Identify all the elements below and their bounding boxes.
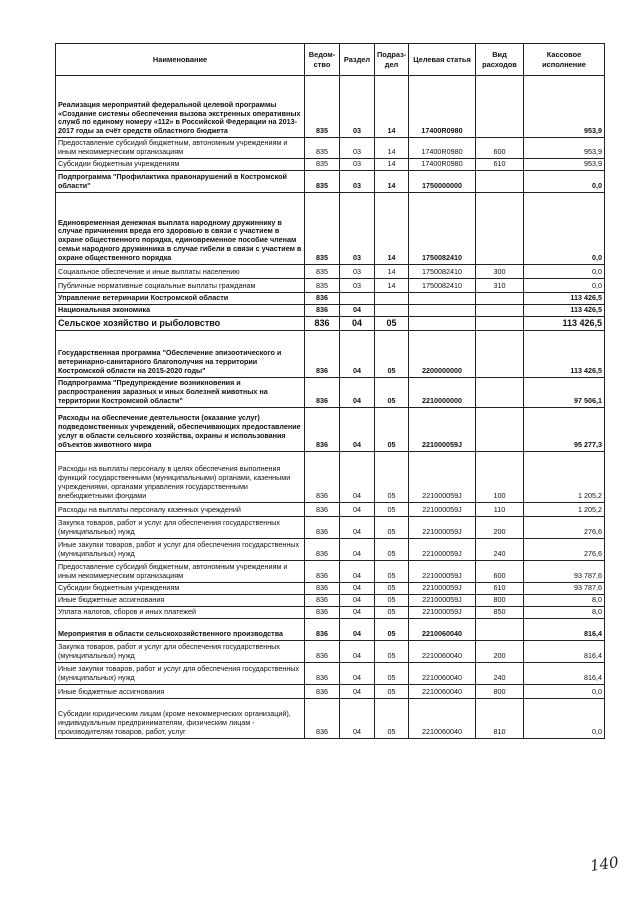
cell-dept: 836 (305, 606, 340, 618)
cell-dept: 836 (305, 502, 340, 516)
table-row (56, 451, 605, 502)
header-subsection: Подраз-дел (375, 44, 409, 76)
table-row (56, 170, 605, 192)
cell-target: 17400R0980 (409, 76, 476, 138)
cell-section: 03 (340, 76, 375, 138)
cell-cash: 93 787,6 (524, 560, 605, 582)
cell-dept: 836 (305, 538, 340, 560)
cell-cash: 0,0 (524, 278, 605, 292)
cell-section: 03 (340, 170, 375, 192)
cell-section: 04 (340, 316, 375, 330)
cell-expense-type (476, 330, 524, 377)
cell-subsection: 05 (375, 698, 409, 738)
cell-dept: 836 (305, 377, 340, 407)
cell-name: Иные закупки товаров, работ и услуг для обеспечения государственных (муниципальных) нужд (56, 538, 305, 560)
cell-cash: 0,0 (524, 192, 605, 264)
cell-expense-type: 600 (476, 138, 524, 159)
cell-subsection: 05 (375, 582, 409, 594)
budget-execution-table (55, 43, 605, 739)
cell-cash: 113 426,5 (524, 304, 605, 316)
cell-subsection: 05 (375, 538, 409, 560)
table-row (56, 138, 605, 159)
cell-target: 221000059J (409, 560, 476, 582)
cell-cash: 1 205,2 (524, 502, 605, 516)
cell-subsection: 05 (375, 618, 409, 640)
cell-subsection: 14 (375, 170, 409, 192)
cell-dept: 836 (305, 618, 340, 640)
cell-name: Субсидии бюджетным учреждениям (56, 582, 305, 594)
cell-section: 04 (340, 538, 375, 560)
cell-target: 2210060040 (409, 618, 476, 640)
cell-name: Расходы на обеспечение деятельности (оказание услуг) подведомственных учреждений, обеспечивающих предоставление услуг в области сельского хозяйства, охраны и использования объектов животного мира (56, 407, 305, 451)
cell-subsection: 14 (375, 278, 409, 292)
cell-dept: 835 (305, 158, 340, 170)
cell-target: 1750082410 (409, 278, 476, 292)
table-row (56, 662, 605, 684)
cell-expense-type: 610 (476, 582, 524, 594)
cell-subsection: 05 (375, 684, 409, 698)
cell-name: Публичные нормативные социальные выплаты гражданам (56, 278, 305, 292)
table-row (56, 502, 605, 516)
cell-target: 1750082410 (409, 192, 476, 264)
cell-name: Предоставление субсидий бюджетным, автономным учреждениям и иным некоммерческим организациям (56, 560, 305, 582)
cell-section: 04 (340, 684, 375, 698)
cell-dept: 836 (305, 304, 340, 316)
cell-subsection: 14 (375, 192, 409, 264)
cell-target (409, 292, 476, 304)
cell-expense-type (476, 618, 524, 640)
cell-cash: 953,9 (524, 138, 605, 159)
cell-cash: 0,0 (524, 698, 605, 738)
cell-dept: 836 (305, 316, 340, 330)
cell-name: Национальная экономика (56, 304, 305, 316)
cell-target: 17400R0980 (409, 138, 476, 159)
cell-name: Закупка товаров, работ и услуг для обеспечения государственных (муниципальных) нужд (56, 640, 305, 662)
cell-expense-type (476, 292, 524, 304)
table-row (56, 594, 605, 606)
cell-name: Уплата налогов, сборов и иных платежей (56, 606, 305, 618)
table-row (56, 618, 605, 640)
cell-cash: 816,4 (524, 618, 605, 640)
cell-cash: 816,4 (524, 640, 605, 662)
table-row (56, 330, 605, 377)
cell-target: 1750000000 (409, 170, 476, 192)
cell-cash: 276,6 (524, 516, 605, 538)
table-row (56, 516, 605, 538)
cell-dept: 836 (305, 451, 340, 502)
cell-target: 221000059J (409, 451, 476, 502)
cell-subsection: 05 (375, 502, 409, 516)
table-row (56, 304, 605, 316)
cell-dept: 835 (305, 76, 340, 138)
cell-dept: 835 (305, 264, 340, 278)
cell-section: 04 (340, 618, 375, 640)
cell-subsection: 14 (375, 138, 409, 159)
cell-dept: 836 (305, 698, 340, 738)
table-row (56, 158, 605, 170)
cell-section: 04 (340, 304, 375, 316)
cell-subsection: 14 (375, 158, 409, 170)
cell-target: 221000059J (409, 606, 476, 618)
cell-section: 04 (340, 698, 375, 738)
cell-subsection: 14 (375, 76, 409, 138)
table-row (56, 698, 605, 738)
cell-cash: 953,9 (524, 76, 605, 138)
cell-name: Социальное обеспечение и иные выплаты населению (56, 264, 305, 278)
table-row (56, 684, 605, 698)
cell-expense-type: 800 (476, 594, 524, 606)
cell-section (340, 292, 375, 304)
cell-dept: 836 (305, 560, 340, 582)
cell-expense-type: 810 (476, 698, 524, 738)
cell-expense-type (476, 377, 524, 407)
table-row (56, 377, 605, 407)
cell-section: 04 (340, 606, 375, 618)
cell-expense-type (476, 407, 524, 451)
table-row (56, 560, 605, 582)
table-row (56, 640, 605, 662)
cell-subsection (375, 292, 409, 304)
cell-name: Подпрограмма "Предупреждение возникновения и распространения заразных и иных болезней животных на территории Костромской области" (56, 377, 305, 407)
cell-section: 04 (340, 594, 375, 606)
cell-target: 1750082410 (409, 264, 476, 278)
cell-name: Субсидии бюджетным учреждениям (56, 158, 305, 170)
cell-expense-type (476, 76, 524, 138)
cell-name: Иные бюджетные ассигнования (56, 684, 305, 698)
cell-target: 2210060040 (409, 698, 476, 738)
header-cash: Кассовое исполнение (524, 44, 605, 76)
cell-section: 04 (340, 407, 375, 451)
cell-dept: 836 (305, 516, 340, 538)
cell-expense-type (476, 304, 524, 316)
cell-expense-type: 800 (476, 684, 524, 698)
cell-target: 221000059J (409, 538, 476, 560)
cell-expense-type: 610 (476, 158, 524, 170)
table-row (56, 278, 605, 292)
cell-section: 04 (340, 560, 375, 582)
cell-cash: 113 426,5 (524, 292, 605, 304)
cell-name: Расходы на выплаты персоналу в целях обеспечения выполнения функций государственными (муниципальными) органами, казенными учреждениями, органами управления государственными внебюджетными фондами (56, 451, 305, 502)
cell-expense-type: 600 (476, 560, 524, 582)
cell-target: 2210060040 (409, 684, 476, 698)
cell-cash: 113 426,5 (524, 330, 605, 377)
cell-target: 221000059J (409, 502, 476, 516)
cell-expense-type: 200 (476, 640, 524, 662)
cell-name: Закупка товаров, работ и услуг для обеспечения государственных (муниципальных) нужд (56, 516, 305, 538)
cell-name: Субсидии юридическим лицам (кроме некоммерческих организаций), индивидуальным предпринимателям, физическим лицам - производителям товаров, работ, услуг (56, 698, 305, 738)
cell-target: 2210000000 (409, 377, 476, 407)
cell-section: 04 (340, 662, 375, 684)
cell-section: 04 (340, 330, 375, 377)
cell-cash: 0,0 (524, 264, 605, 278)
cell-expense-type: 200 (476, 516, 524, 538)
cell-cash: 1 205,2 (524, 451, 605, 502)
page-number: 140 (588, 853, 620, 875)
cell-expense-type: 240 (476, 662, 524, 684)
cell-section: 04 (340, 502, 375, 516)
cell-subsection: 05 (375, 330, 409, 377)
cell-expense-type: 240 (476, 538, 524, 560)
table-row (56, 264, 605, 278)
cell-dept: 835 (305, 170, 340, 192)
table-row (56, 582, 605, 594)
cell-target: 2210060040 (409, 640, 476, 662)
cell-name: Иные закупки товаров, работ и услуг для обеспечения государственных (муниципальных) нужд (56, 662, 305, 684)
cell-target (409, 316, 476, 330)
cell-subsection: 05 (375, 451, 409, 502)
cell-name: Иные бюджетные ассигнования (56, 594, 305, 606)
cell-dept: 836 (305, 582, 340, 594)
cell-cash: 93 787,6 (524, 582, 605, 594)
cell-subsection: 05 (375, 594, 409, 606)
cell-name: Предоставление субсидий бюджетным, автономным учреждениям и иным некоммерческим организациям (56, 138, 305, 159)
cell-expense-type: 850 (476, 606, 524, 618)
cell-dept: 836 (305, 292, 340, 304)
cell-section: 03 (340, 278, 375, 292)
cell-section: 04 (340, 640, 375, 662)
cell-subsection (375, 304, 409, 316)
cell-name: Реализация мероприятий федеральной целевой программы «Создание системы обеспечения вызова экстренных оперативных служб по единому номеру «112» в Российской Федерации на 2013-2017 годы за счёт средств областного бюджета (56, 76, 305, 138)
table-header-row (56, 44, 605, 76)
cell-expense-type (476, 170, 524, 192)
table-row (56, 606, 605, 618)
cell-section: 03 (340, 264, 375, 278)
cell-cash: 276,6 (524, 538, 605, 560)
cell-cash: 816,4 (524, 662, 605, 684)
cell-cash: 953,9 (524, 158, 605, 170)
cell-dept: 836 (305, 330, 340, 377)
cell-target: 17400R0980 (409, 158, 476, 170)
cell-cash: 113 426,5 (524, 316, 605, 330)
cell-dept: 835 (305, 192, 340, 264)
cell-dept: 835 (305, 138, 340, 159)
cell-expense-type: 300 (476, 264, 524, 278)
cell-dept: 836 (305, 594, 340, 606)
header-dept: Ведом-ство (305, 44, 340, 76)
cell-section: 04 (340, 582, 375, 594)
cell-dept: 836 (305, 662, 340, 684)
cell-target (409, 304, 476, 316)
cell-subsection: 05 (375, 377, 409, 407)
cell-subsection: 05 (375, 407, 409, 451)
cell-cash: 0,0 (524, 170, 605, 192)
cell-target: 2200000000 (409, 330, 476, 377)
cell-target: 221000059J (409, 516, 476, 538)
cell-section: 03 (340, 192, 375, 264)
cell-dept: 836 (305, 407, 340, 451)
cell-subsection: 14 (375, 264, 409, 278)
cell-name: Управление ветеринарии Костромской области (56, 292, 305, 304)
table-row (56, 407, 605, 451)
cell-cash: 8,0 (524, 594, 605, 606)
cell-name: Единовременная денежная выплата народному дружиннику в случае причинения вреда его здоровью в связи с участием в охране общественного порядка, единовременное пособие членам семьи народного дружинника в случае гибели в связи с участием в охране общественного порядка (56, 192, 305, 264)
cell-dept: 836 (305, 684, 340, 698)
cell-target: 2210060040 (409, 662, 476, 684)
cell-subsection: 05 (375, 606, 409, 618)
cell-subsection: 05 (375, 516, 409, 538)
header-target: Целевая статья (409, 44, 476, 76)
cell-expense-type (476, 192, 524, 264)
cell-expense-type: 100 (476, 451, 524, 502)
table-row (56, 292, 605, 304)
table-row (56, 76, 605, 138)
cell-name: Подпрограмма "Профилактика правонарушений в Костромской области" (56, 170, 305, 192)
cell-expense-type: 310 (476, 278, 524, 292)
cell-name: Государственная программа "Обеспечение эпизоотического и ветеринарно-санитарного благополучия на территории Костромской области на 2015-2020 годы" (56, 330, 305, 377)
cell-target: 221000059J (409, 407, 476, 451)
cell-section: 04 (340, 516, 375, 538)
cell-subsection: 05 (375, 560, 409, 582)
cell-subsection: 05 (375, 640, 409, 662)
cell-cash: 95 277,3 (524, 407, 605, 451)
cell-expense-type: 110 (476, 502, 524, 516)
table-row (56, 316, 605, 330)
cell-target: 221000059J (409, 582, 476, 594)
cell-name: Сельское хозяйство и рыболовство (56, 316, 305, 330)
cell-section: 03 (340, 158, 375, 170)
cell-subsection: 05 (375, 316, 409, 330)
cell-name: Мероприятия в области сельскохозяйственного производства (56, 618, 305, 640)
cell-target: 221000059J (409, 594, 476, 606)
cell-section: 04 (340, 451, 375, 502)
header-expense-type: Вид расходов (476, 44, 524, 76)
header-name: Наименование (56, 44, 305, 76)
cell-dept: 836 (305, 640, 340, 662)
cell-name: Расходы на выплаты персоналу казенных учреждений (56, 502, 305, 516)
cell-expense-type (476, 316, 524, 330)
cell-cash: 8,0 (524, 606, 605, 618)
cell-section: 04 (340, 377, 375, 407)
header-section: Раздел (340, 44, 375, 76)
cell-cash: 97 506,1 (524, 377, 605, 407)
table-row (56, 192, 605, 264)
cell-section: 03 (340, 138, 375, 159)
cell-cash: 0,0 (524, 684, 605, 698)
cell-dept: 835 (305, 278, 340, 292)
cell-subsection: 05 (375, 662, 409, 684)
table-row (56, 538, 605, 560)
